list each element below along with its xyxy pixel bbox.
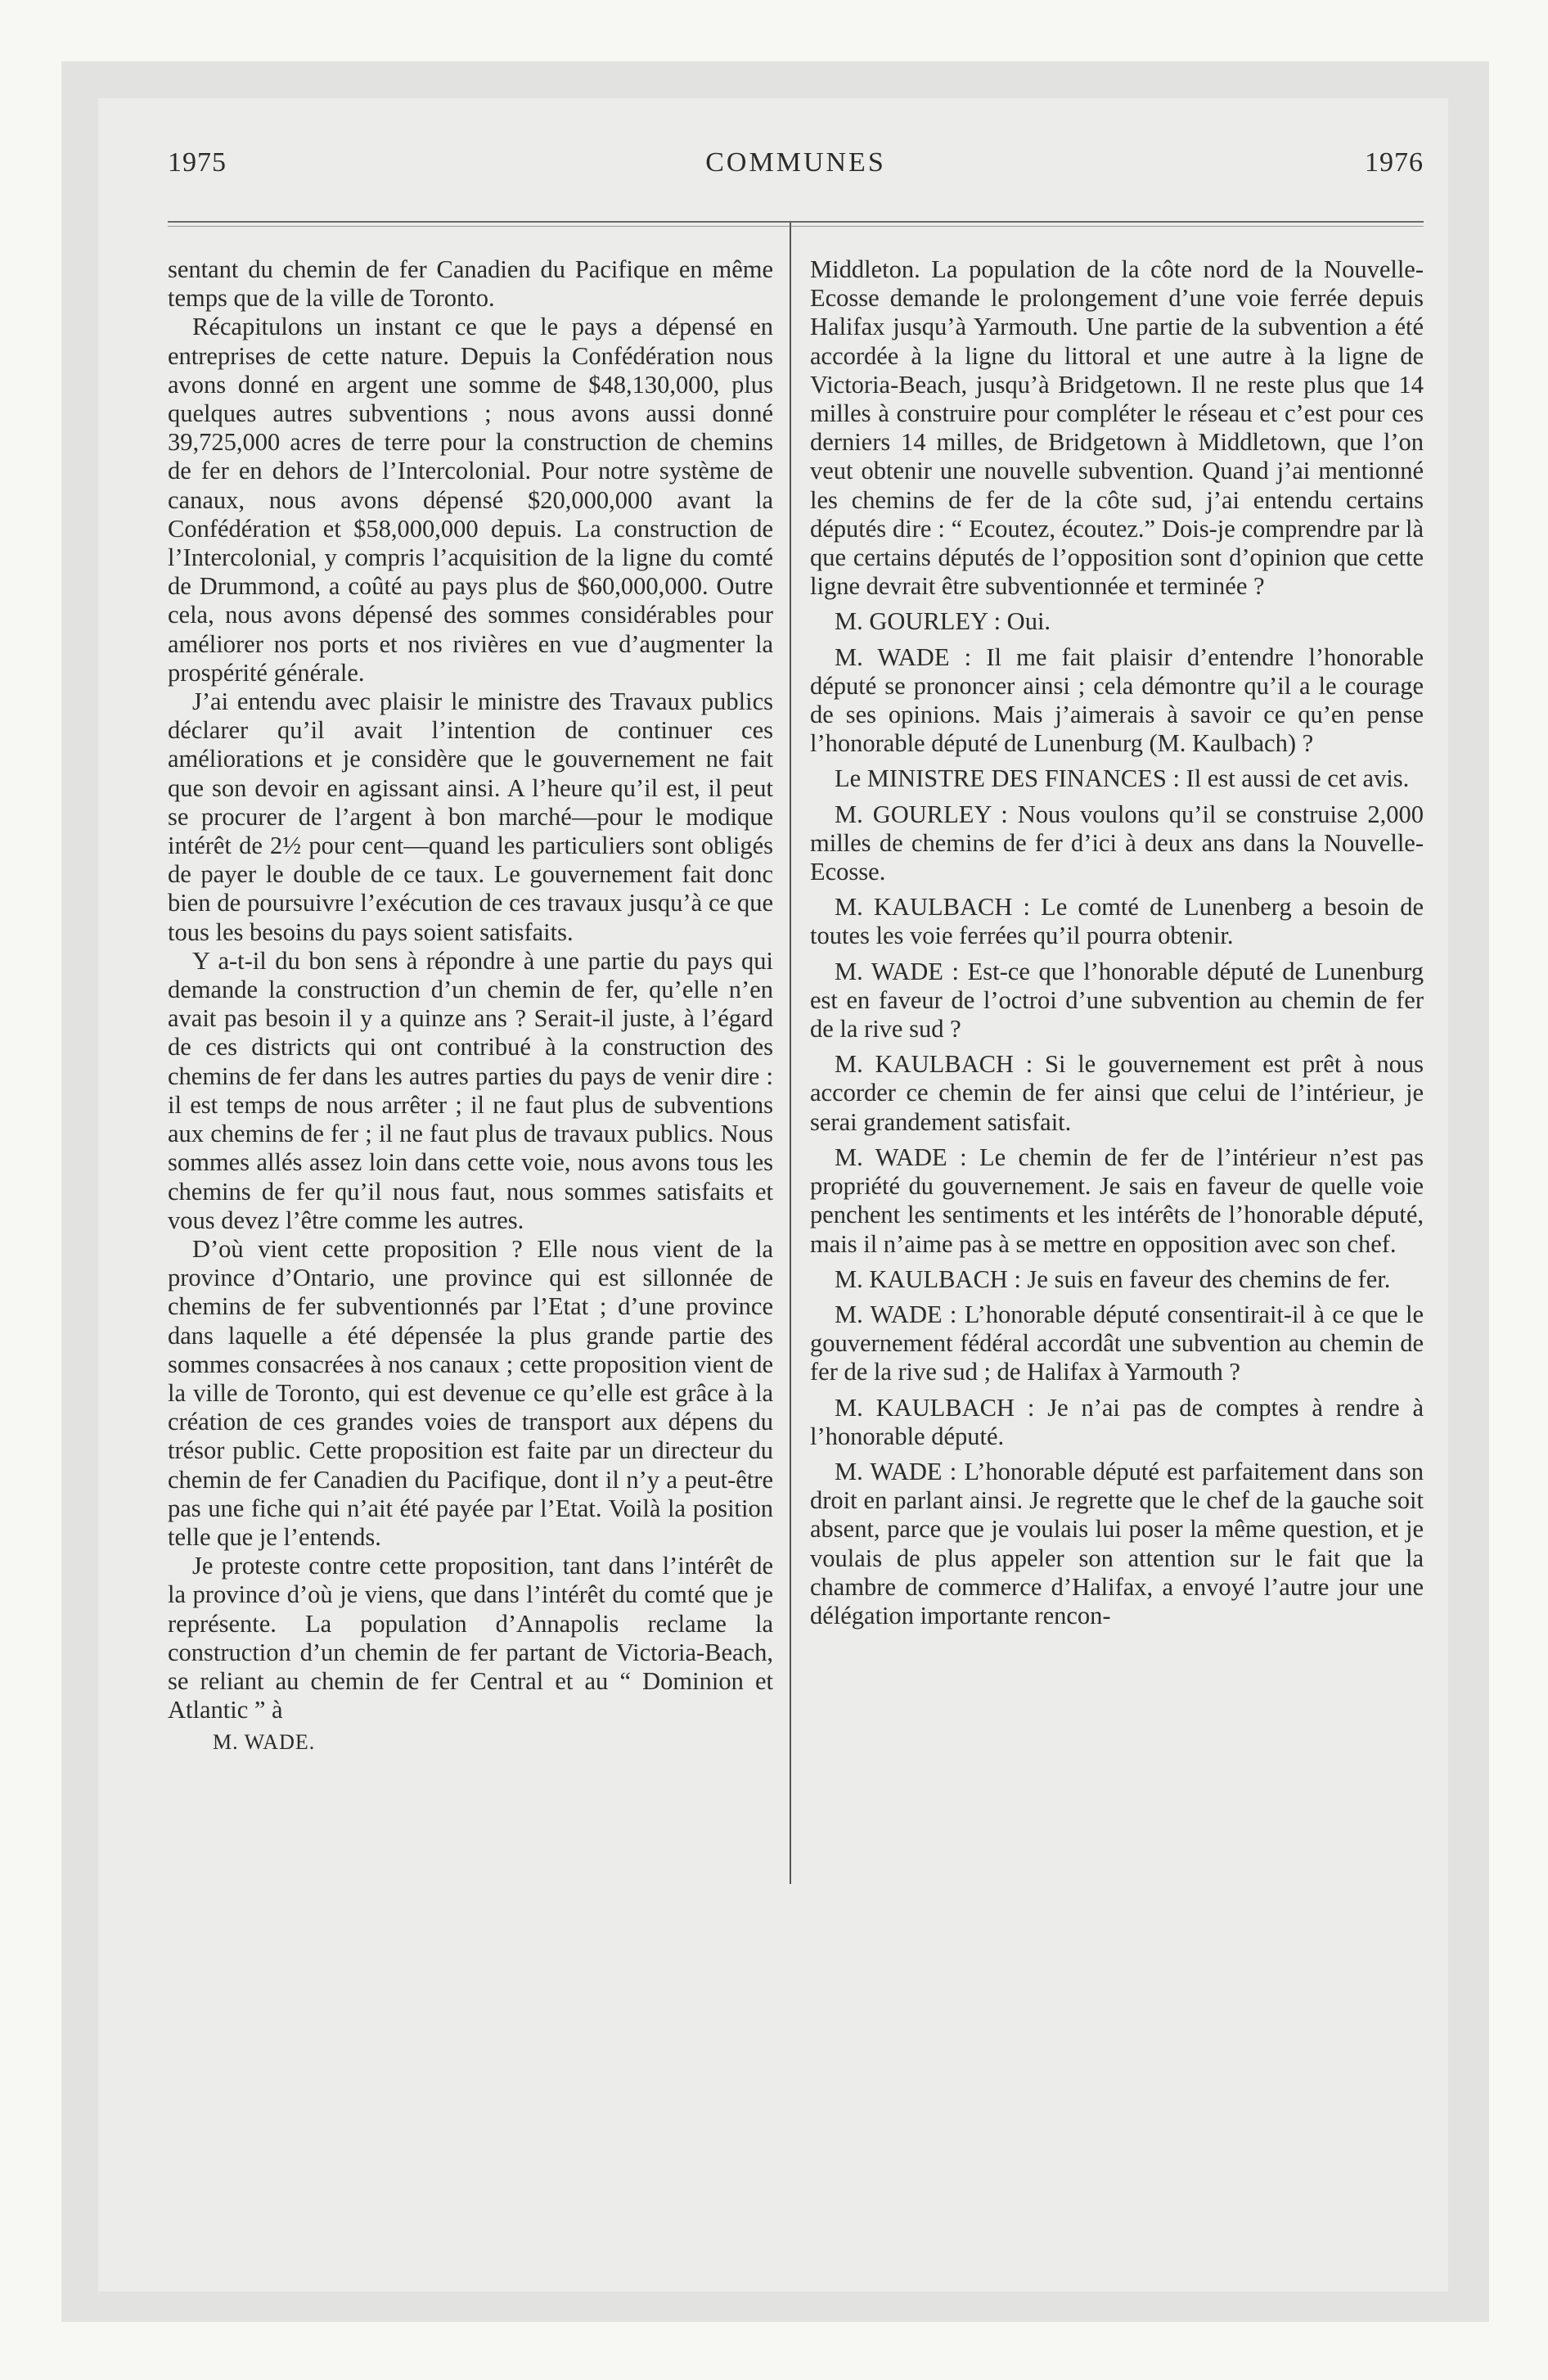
paragraph: M. WADE : L’honorable député est parfaitement dans son droit en parlant ainsi. Je regrette que le chef de la gauche soit absent, parce que je voulais lui poser la même question, et je voulais de plus appeler son attention sur le fait que la chambre de commerce d’Halifax, a envoyé l’autre jour une délégation importante rencon-: [810, 1457, 1424, 1629]
right-page-number: 1976: [1365, 147, 1424, 178]
paragraph: Middleton. La population de la côte nord de la Nouvelle-Ecosse demande le prolongement d’une voie ferrée depuis Halifax jusqu’à Yarmouth. Une partie de la subvention a été accordée à la ligne du littoral et une autre à la ligne de Victoria-Beach, jusqu’à Bridgetown. Il ne reste plus que 14 milles à construire pour compléter le réseau et c’est pour ces derniers 14 milles, de Bridgetown à Middletown, que l’on veut obtenir une nouvelle subvention. Quand j’ai mentionné les chemins de fer de la côte sud, j’ai entendu certains députés dire : “ Ecoutez, écoutez.” Dois-je comprendre par là que certains députés de l’opposition sont d’opinion que cette ligne devrait être subventionnée et terminée ?: [810, 255, 1424, 601]
running-title: COMMUNES: [705, 147, 886, 178]
left-column: [168, 255, 773, 1757]
paragraph: M. GOURLEY : Nous voulons qu’il se construise 2,000 milles de chemins de fer d’ici à deux ans dans la Nouvelle-Ecosse.: [810, 800, 1424, 886]
header-rule-thin: [168, 226, 1424, 227]
paragraph: M. KAULBACH : Le comté de Lunenberg a besoin de toutes les voie ferrées qu’il pourra obtenir.: [810, 893, 1424, 950]
paragraph: D’où vient cette proposition ? Elle nous vient de la province d’Ontario, une province qui est sillonnée de chemins de fer subventionnés par l’Etat ; d’une province dans laquelle a été dépensée la plus grande partie des sommes consacrées à nos canaux ; cette proposition vient de la ville de Toronto, qui est devenue ce qu’elle est grâce à la création de ces grandes voies de transport aux dépens du trésor public. Cette proposition est faite par un directeur du chemin de fer Canadien du Pacifique, dont il n’y a peut-être pas une fiche qui n’ait été payée par l’Etat. Voilà la position telle que je l’entends.: [168, 1234, 773, 1551]
paragraph: M. WADE : Est-ce que l’honorable député de Lunenburg est en faveur de l’octroi d’une subvention au chemin de fer de la rive sud ?: [810, 957, 1424, 1044]
paragraph: M. WADE : Le chemin de fer de l’intérieur n’est pas propriété du gouvernement. Je sais en faveur de quelle voie penchent les sentiments et les intérêts de l’honorable député, mais il n’aime pas à se mettre en opposition avec son chef.: [810, 1143, 1424, 1258]
paragraph: Je proteste contre cette proposition, tant dans l’intérêt de la province d’où je viens, que dans l’intérêt du comté que je représente. La population d’Annapolis reclame la construction d’un chemin de fer partant de Victoria-Beach, se reliant au chemin de fer Central et au “ Dominion et Atlantic ” à: [168, 1552, 773, 1724]
page-header: [168, 147, 1424, 196]
paragraph: M. WADE : L’honorable député consentirait-il à ce que le gouvernement fédéral accordât une subvention au chemin de fer de la rive sud ; de Halifax à Yarmouth ?: [810, 1300, 1424, 1386]
header-rule: [168, 221, 1424, 223]
left-page-number: 1975: [168, 147, 227, 178]
paragraph: M. KAULBACH : Je suis en faveur des chemins de fer.: [835, 1264, 1391, 1293]
paragraph: Récapitulons un instant ce que le pays a dépensé en entreprises de cette nature. Depuis la Confédération nous avons donné en argent une somme de $48,130,000, plus quelques autres subventions ; nous avons aussi donné 39,725,000 acres de terre pour la construction de chemins de fer en dehors de l’Intercolonial. Pour notre système de canaux, nous avons dépensé $20,000,000 avant la Confédération et $58,000,000 depuis. La construction de l’Intercolonial, y compris l’acquisition de la ligne du comté de Drummond, a coûté au pays plus de $60,000,000. Outre cela, nous avons dépensé des sommes considérables pour améliorer nos ports et nos rivières en vue d’augmenter la prospérité générale.: [168, 313, 773, 687]
paragraph: M. KAULBACH : Je n’ai pas de comptes à rendre à l’honorable député.: [810, 1393, 1424, 1450]
paragraph: M. KAULBACH : Si le gouvernement est prêt à nous accorder ce chemin de fer ainsi que celui de l’intérieur, je serai grandement satisfait.: [810, 1050, 1424, 1136]
paragraph: Y a-t-il du bon sens à répondre à une partie du pays qui demande la construction d’un chemin de fer, qu’elle n’en avait pas besoin il y a quinze ans ? Serait-il juste, à l’égard de ces districts qui ont contribué à la construction des chemins de fer dans les autres parties du pays de venir dire : il est temps de nous arrêter ; il ne faut plus de subventions aux chemins de fer ; il ne faut plus de travaux publics. Nous sommes allés assez loin dans cette voie, nous avons tous les chemins de fer qu’il nous faut, nous sommes satisfaits et vous devez l’être comme les autres.: [168, 946, 773, 1234]
right-column: [810, 255, 1424, 1630]
paragraph: M. WADE : Il me fait plaisir d’entendre l’honorable député se prononcer ainsi ; cela démontre qu’il a le courage de ses opinions. Mais j’aimerais à savoir ce qu’en pense l’honorable député de Lunenburg (M. Kaulbach) ?: [810, 642, 1424, 758]
paragraph: M. GOURLEY : Oui.: [835, 607, 1051, 636]
column-divider: [790, 223, 791, 1884]
paragraph: J’ai entendu avec plaisir le ministre des Travaux publics déclarer qu’il avait l’intention de continuer ces améliorations et je considère que le gouvernement ne fait que son devoir en agissant ainsi. A l’heure qu’il est, il peut se procurer de l’argent à bon marché—pour le modique intérêt de 2½ pour cent—quand les particuliers sont obligés de payer le double de ce taux. Le gouvernement fait donc bien de poursuivre l’exécution de ces travaux jusqu’à ce que tous les besoins du pays soient satisfaits.: [168, 687, 773, 946]
paragraph: Le MINISTRE DES FINANCES : Il est aussi de cet avis.: [835, 764, 1410, 793]
paragraph: M. WADE.: [213, 1730, 316, 1755]
paragraph: sentant du chemin de fer Canadien du Pacifique en même temps que de la ville de Toronto.: [168, 255, 773, 313]
